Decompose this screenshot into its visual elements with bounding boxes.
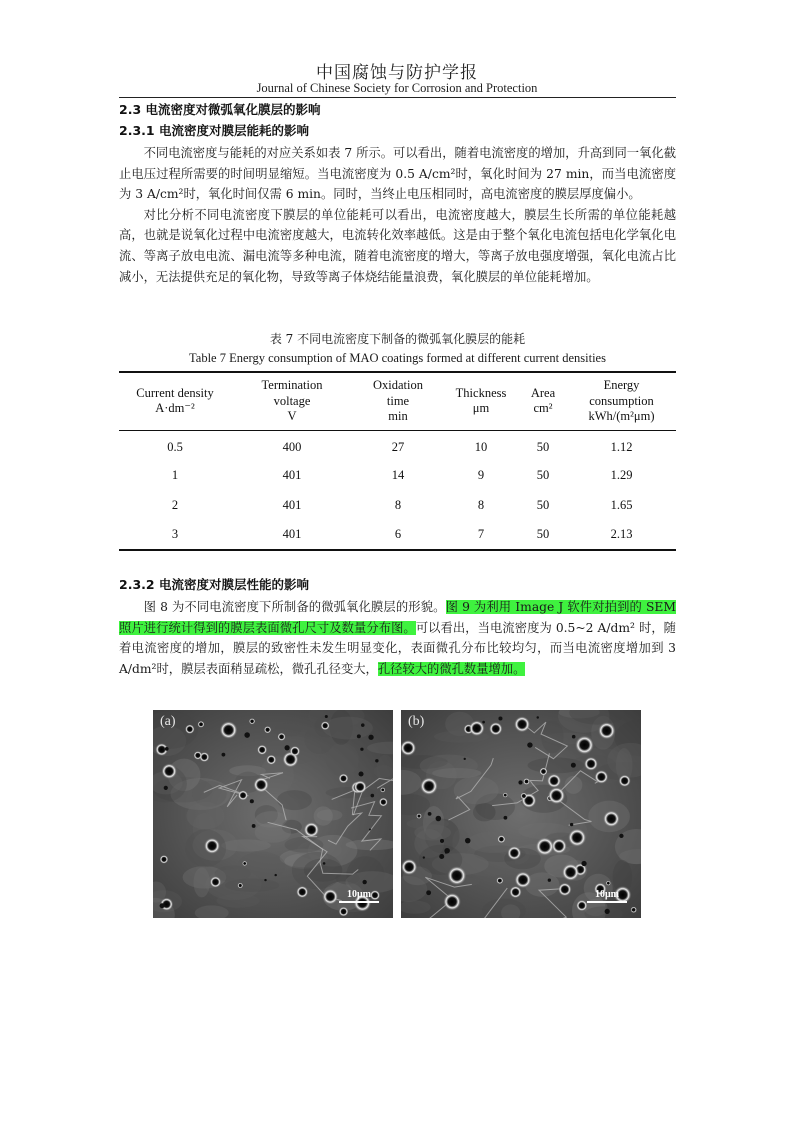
highlighted-text-1: 图 9 为利用 Image J 软件对拍到的 SEM 照片进行统计得到的膜层表面微孔尺寸及数量分布图。 [119,600,676,635]
section-heading: 2.3 电流密度对微弧氧化膜层的影响 [119,102,321,117]
col-termination-voltage: Termination voltage V [261,378,323,423]
col-current-density: Current density A·dm⁻² [136,385,214,416]
subsection-1-body [119,143,676,287]
col-oxidation-time: Oxidation time min [373,378,423,423]
highlighted-text-2: 孔径较大的微孔数量增加。 [377,661,526,676]
col-thickness: Thickness μm [455,385,507,416]
paragraph-3: 图 8 为不同电流密度下所制备的微弧氧化膜层的形貌。图 9 为利用 Image J 软件对拍到的 SEM 照片进行统计得到的膜层表面微孔尺寸及数量分布图。可以看出，当电流密度为 0.5~2 A/dm² 时，随着电流密度的增加，膜层的致密性未发生明显变化，表面微孔分布比较均匀，而当电流密度增加到 3 A/dm²时，膜层表面稍显疏松，微孔孔径变大，孔径较大的微孔数量增加。 [119,600,676,676]
subsection-heading-2: 2.3.2 电流密度对膜层性能的影响 [119,577,309,592]
table-caption-cn: 表 7 不同电流密度下制备的微弧氧化膜层的能耗 [269,332,526,346]
journal-title-cn: 中国腐蚀与防护学报 [316,63,478,83]
scale-bar-a: 10μm [339,889,379,903]
table-row: 2 401 8 8 50 1.65 [171,497,633,512]
paragraph-2: 对比分析不同电流密度下膜层的单位能耗可以看出，电流密度越大，膜层生长所需的单位能耗越高，也就是说氧化过程中电流密度越大，电流转化效率越低。这是由于整个氧化电流包括电化学氧化电流、等离子放电电流、漏电流等多种电流，随着电流密度的增大，等离子放电强度增强，氧化电流占比减小，无法提供充足的氧化物，导致等离子体烧结能量浪费，氧化膜层的单位能耗增加。 [119,207,676,284]
sem-image-a [153,710,393,918]
sem-image-b [401,710,641,918]
table-row: 0.5 400 27 10 50 1.12 [167,439,633,454]
table-row: 1 401 14 9 50 1.29 [171,467,633,482]
sem-micrograph-a [153,710,393,918]
figure-label-b: (b) [408,714,425,729]
table-row: 3 401 6 7 50 2.13 [119,520,676,550]
col-area: Area cm² [530,385,556,416]
table-header-row [119,372,676,430]
subsection-heading-1: 2.3.1 电流密度对膜层能耗的影响 [119,123,309,138]
sem-figure-pair [153,710,641,918]
subsection-2-body [119,597,676,679]
header-rule [119,97,676,98]
energy-consumption-table [119,371,676,551]
table-caption-en: Table 7 Energy consumption of MAO coatings formed at different current densities [189,351,606,365]
journal-title-en: Journal of Chinese Society for Corrosion and Protection [256,81,538,95]
paragraph-1: 不同电流密度与能耗的对应关系如表 7 所示。可以看出，随着电流密度的增加，升高到同一氧化截止电压过程所需要的时间明显缩短。当电流密度为 0.5 A/cm²时，氧化时间为 27 min，而当电流密度为 3 A/cm²时，氧化时间仅需 6 min。同时，当终止电压相同时，高电流密度的膜层厚度偏小。 [119,146,676,202]
sem-micrograph-b [401,710,641,918]
col-energy-consumption: Energy consumption kWh/(m²μm) [588,378,655,423]
scale-bar-b: 10μm [587,889,627,903]
figure-label-a: (a) [160,714,176,729]
